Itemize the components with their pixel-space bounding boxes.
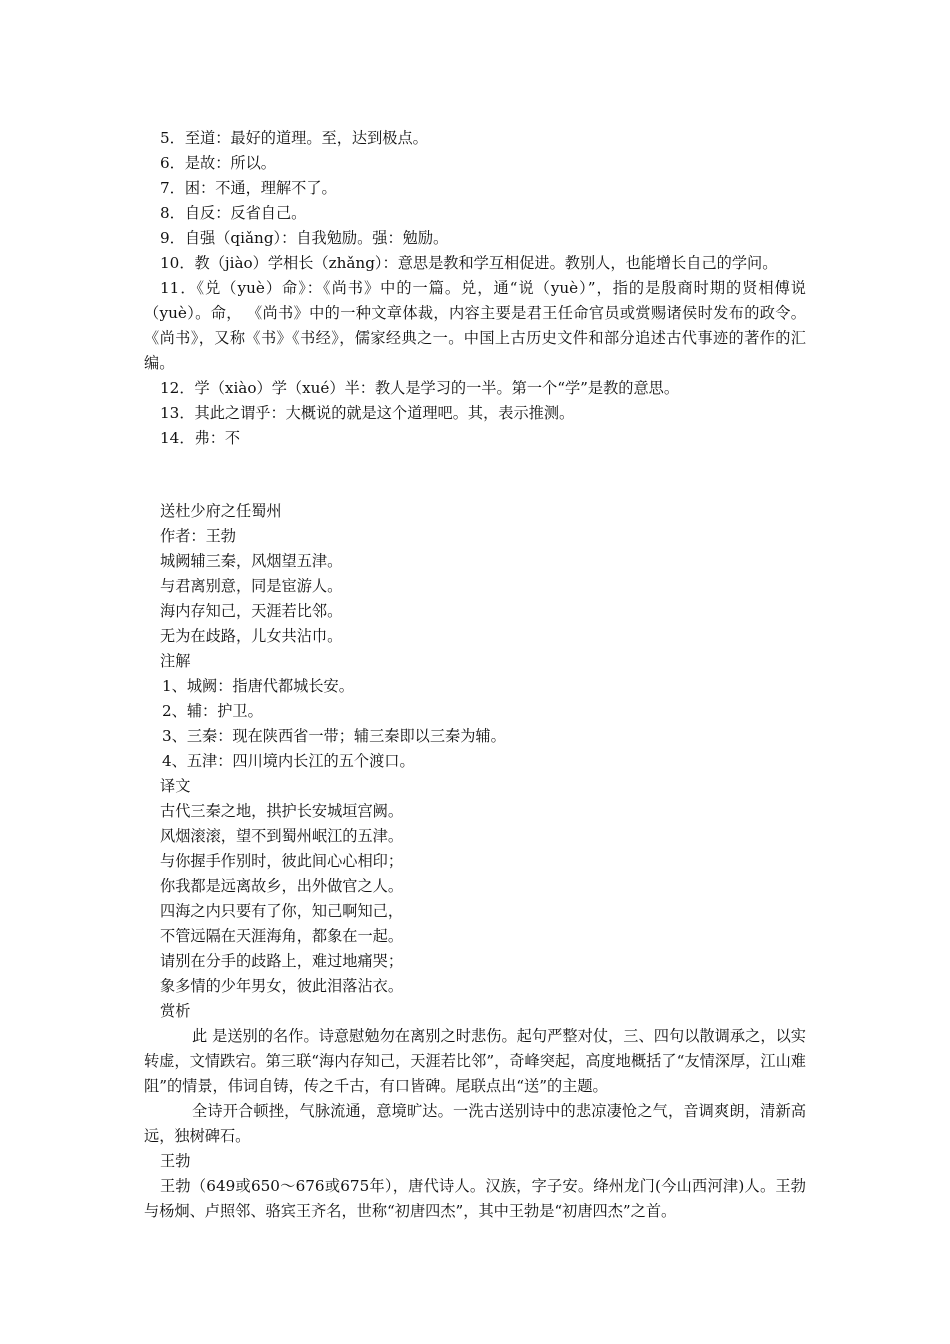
- note-item: 6．是故：所以。: [160, 154, 276, 172]
- translation-line: 象多情的少年男女，彼此泪落沾衣。: [160, 977, 403, 995]
- translation-line: 请别在分手的歧路上，难过地痛哭；: [160, 952, 403, 970]
- note-item: 8．自反：反省自己。: [160, 204, 307, 222]
- note-item: 12．学（xiào）学（xué）半：教人是学习的一半。第一个“学”是教的意思。: [160, 379, 680, 397]
- poem-title: 送杜少府之任蜀州: [160, 502, 282, 520]
- note-item: 10．教（jiào）学相长（zhǎng）：意思是教和学互相促进。教别人，也能增长自己的学问。: [160, 254, 778, 272]
- translation-heading: 译文: [160, 777, 191, 795]
- note-item: 9．自强（qiǎng）：自我勉励。强：勉励。: [160, 229, 449, 247]
- document-page: [144, 126, 806, 1224]
- annotation-item: 2、辅：护卫。: [162, 702, 263, 720]
- poem-line: 城阙辅三秦，风烟望五津。: [160, 552, 343, 570]
- translation-line: 不管远隔在天涯海角，都象在一起。: [160, 927, 403, 945]
- note-item: 11．《兑（yuè）命》：《尚书》中的一篇。兑，通“说（yuè）”，指的是殷商时期的贤相傅说（yuè）。命， 《尚书》中的一种文章体裁，内容主要是君王任命官员或赏赐诸侯时发布的政令。《尚书》，又称《书》《书经》，儒家经典之一。中国上古历史文件和部分追述古代事迹的著作的汇编。: [144, 279, 806, 372]
- annotation-item: 3、三秦：现在陕西省一带；辅三秦即以三秦为辅。: [162, 727, 506, 745]
- notes-list: [144, 126, 806, 451]
- translation-line: 与你握手作别时，彼此间心心相印；: [160, 852, 403, 870]
- note-item: 7．困：不通，理解不了。: [160, 179, 337, 197]
- poem-section: [144, 499, 806, 1224]
- poem-line: 与君离别意，同是宦游人。: [160, 577, 343, 595]
- translation-line: 古代三秦之地，拱护长安城垣宫阙。: [160, 802, 403, 820]
- annotation-item: 1、城阙：指唐代都城长安。: [162, 677, 354, 695]
- author-heading: 王勃: [160, 1152, 191, 1170]
- poem-line: 海内存知己，天涯若比邻。: [160, 602, 343, 620]
- appreciation-paragraph: 全诗开合顿挫，气脉流通，意境旷达。一洗古送别诗中的悲凉凄怆之气，音调爽朗，清新高远，独树碑石。: [144, 1102, 806, 1145]
- appreciation-paragraph: 此 是送别的名作。诗意慰勉勿在离别之时悲伤。起句严整对仗，三、四句以散调承之，以实转虚，文情跌宕。第三联“海内存知己，天涯若比邻”，奇峰突起，高度地概括了“友情深厚，江山难阻”的情景，伟词自铸，传之千古，有口皆碑。尾联点出“送”的主题。: [144, 1027, 806, 1095]
- translation-line: 四海之内只要有了你，知己啊知己，: [160, 902, 403, 920]
- poem-author: 作者：王勃: [160, 527, 236, 545]
- translation-line: 风烟滚滚，望不到蜀州岷江的五津。: [160, 827, 403, 845]
- poem-line: 无为在歧路，儿女共沾巾。: [160, 627, 343, 645]
- translation-line: 你我都是远离故乡，出外做官之人。: [160, 877, 403, 895]
- appreciation-heading: 赏析: [160, 1002, 191, 1020]
- author-bio: 王勃（649或650～676或675年），唐代诗人。汉族，字子安。绛州龙门(今山西河津)人。王勃与杨炯、卢照邻、骆宾王齐名，世称“初唐四杰”，其中王勃是“初唐四杰”之首。: [144, 1177, 806, 1220]
- annotation-heading: 注解: [160, 652, 191, 670]
- section-gap: [144, 451, 806, 499]
- note-item: 13．其此之谓乎：大概说的就是这个道理吧。其，表示推测。: [160, 404, 575, 422]
- note-item: 5．至道：最好的道理。至，达到极点。: [160, 129, 428, 147]
- note-item: 14．弗：不: [160, 429, 241, 447]
- annotation-item: 4、五津：四川境内长江的五个渡口。: [162, 752, 415, 770]
